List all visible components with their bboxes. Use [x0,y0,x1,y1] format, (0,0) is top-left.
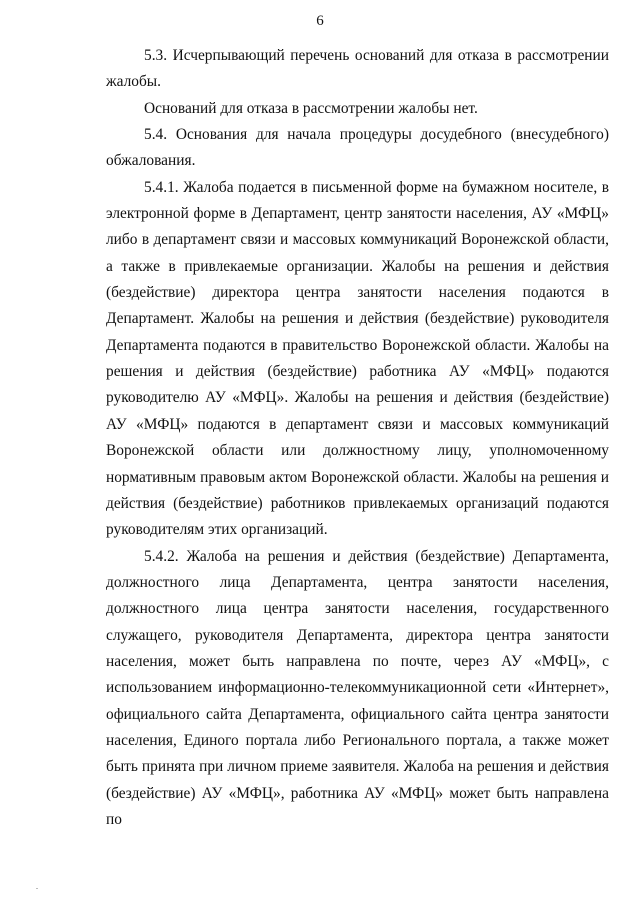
scan-artifact [36,888,38,889]
page-number: 6 [316,13,324,29]
paragraph-5-3: 5.3. Исчерпывающий перечень оснований для отказа в рассмотрении жалобы. [106,47,609,91]
paragraph-no-grounds: Оснований для отказа в рассмотрении жалобы нет. [144,99,478,117]
paragraph-5-4: 5.4. Основания для начала процедуры досудебного (внесудебного) обжалования. [106,126,609,170]
paragraph-5-4-1: 5.4.1. Жалоба подается в письменной форме на бумажном носителе, в электронной форме в Департамент, центр занятости населения, АУ «МФЦ» либо в департамент связи и массовых коммуникаций Воронежской области, а также в привлекаемые организации. Жалобы на решения и действия (бездействие) директора центра занятости населения подаются в Департамент. Жалобы на решения и действия (бездействие) руководителя Департамента подаются в правительство Воронежской области. Жалобы на решения и действия (бездействие) работника АУ «МФЦ» подаются руководителю АУ «МФЦ». Жалобы на решения и действия (бездействие) АУ «МФЦ» подаются в департамент связи и массовых коммуникаций Воронежской области или должностному лицу, уполномоченному нормативным правовым актом Воронежской области. Жалобы на решения и действия (бездействие) работников привлекаемых организаций подаются руководителям этих организаций. [106,178,609,539]
document-body [106,43,609,833]
paragraph-5-4-2: 5.4.2. Жалоба на решения и действия (бездействие) Департамента, должностного лица Департамента, центра занятости населения, должностного лица центра занятости населения, государственного служащего, руководителя Департамента, директора центра занятости населения, может быть направлена по почте, через АУ «МФЦ», с использованием информационно-телекоммуникационной сети «Интернет», официального сайта Департамента, официального сайта центра занятости населения, Единого портала либо Регионального портала, а также может быть принята при личном приеме заявителя. Жалоба на решения и действия (бездействие) АУ «МФЦ», работника АУ «МФЦ» может быть направлена по [106,547,609,828]
